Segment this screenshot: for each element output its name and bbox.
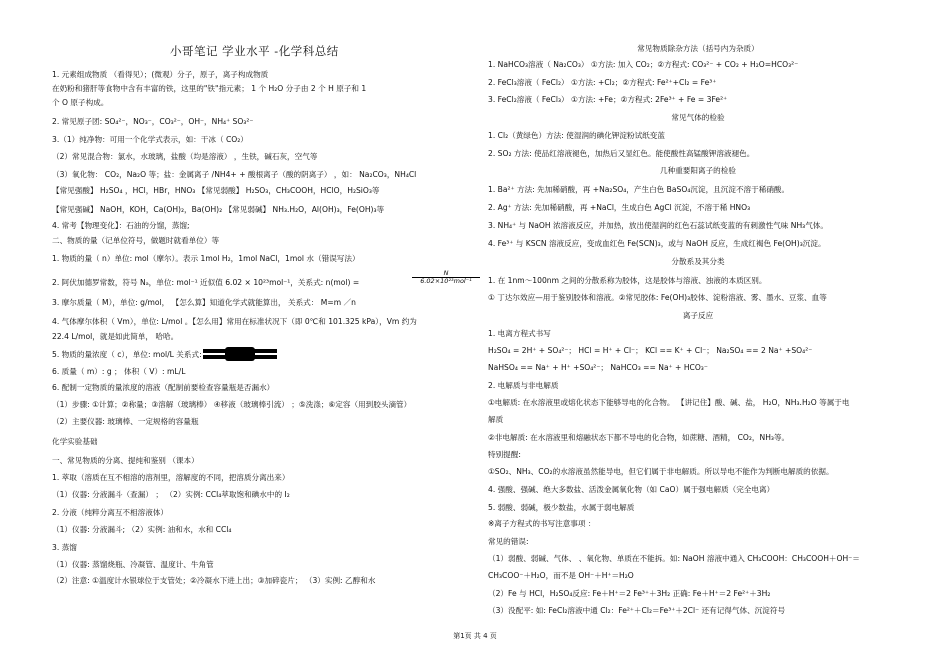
fraction-denominator: 6.02×10²³mol⁻¹ [420,277,472,286]
right-text-line: 分散系及其分类 [671,257,725,266]
left-text-line: 1. 物质的量（ n）单位: mol（摩尔）。表示 1mol H₂，1mol NaCl，1mol 水（错误写法） [52,254,360,263]
right-text-line: 3. NH₄⁺ 与 NaOH 浓溶液反应，并加热，放出使湿润的红色石蕊试纸变蓝的有刺激性气味 NH₃气体。 [488,221,828,230]
left-text-line: （1）仪器: 分液漏斗（查漏） ； （2）实例: CCl₄萃取饱和碘水中的 I₂ [52,490,290,499]
right-text-line: CH₃COO⁻＋H₂O，而不是 OH⁻＋H⁺＝H₂O [488,571,634,580]
right-text-line: H₂SO₄ = 2H⁺ + SO₄²⁻； HCl = H⁺ + Cl⁻； KCl == K⁺ + Cl⁻； Na₂SO₄ == 2 Na⁺ +SO₄²⁻ [488,346,813,355]
right-text-line: 1. NaHCO₃溶液（ Na₂CO₃） ①方法: 加入 CO₂；②方程式: CO₃²⁻ + CO₂ + H₂O=HCO₃²⁻ [488,60,799,69]
right-text-line: 特别提醒: [488,450,521,459]
right-text-line: ②非电解质: 在水溶液里和熔融状态下都不导电的化合物，如蔗糖、酒精， CO₂，NH₃等。 [488,433,790,442]
right-text-line: ①SO₂、NH₃、CO₂的水溶液虽然能导电，但它们属于非电解质。所以导电不能作为判断电解质的依据。 [488,467,834,476]
left-text-line: 个 O 原子构成。 [52,98,109,107]
left-text-line: （2）常见混合物：氯水，水玻璃，盐酸（均是溶液） ，生铁，碱石灰，空气等 [52,152,318,161]
right-text-line: ① 丁达尔效应—用于鉴别胶体和溶液。②常见胶体: Fe(OH)₃胶体、淀粉溶液、雾、墨水、豆浆、血等 [488,293,827,302]
page-title: 小哥笔记 学业水平 -化学科总结 [170,44,339,58]
right-text-line: （1）弱酸、弱碱、气体、 、氧化物、单质在不能拆。如: NaOH 溶液中通入 CH₃COOH：CH₃COOH＋OH⁻＝ [488,554,860,563]
right-text-line: 2. Ag⁺ 方法: 先加稀硝酸，再 +NaCl，生成白色 AgCl 沉淀，不溶于稀 HNO₃ [488,203,751,212]
left-text-line: 3. 蒸馏 [52,543,77,552]
right-text-line: 1. Ba²⁺ 方法: 先加稀硝酸，再 +Na₂SO₄，产生白色 BaSO₄沉淀，且沉淀不溶于稀硝酸。 [488,185,790,194]
left-text-line: （3）氧化物： CO₂，Na₂O 等；盐：金属离子 /NH4+ + 酸根离子（酸的阴离子） ，如： Na₂CO₃，NH₄Cl [52,170,417,179]
right-text-line: 1. Cl₂（黄绿色）方法: 使湿润的碘化钾淀粉试纸变蓝 [488,131,665,140]
left-text-line: 二、物质的量（记单位符号，做题时就看单位）等 [52,236,220,245]
right-text-line: 常见的错误: [488,537,529,546]
left-text-line: 3. 摩尔质量（ M），单位: g/mol， 【怎么算】知道化学式就能算出， 关系式： M=m ／n [52,298,356,307]
right-text-line: 几种重要阳离子的检验 [660,166,736,175]
formula-fraction [412,270,480,285]
right-text-line: 1. 电离方程式书写 [488,329,551,338]
left-text-line: 2. 分液（纯粹分离互不相溶液体） [52,508,168,517]
left-text-line: 4. 气体摩尔体积（ Vm），单位: L/mol 。【怎么用】常用在标准状况下（即 0℃和 101.325 kPa），Vm 约为 [52,317,417,326]
right-text-line: ①电解质: 在水溶液里或熔化状态下能够导电的化合物。 【讲记住】酸、碱、盐， H₂O，NH₃.H₂O 等属于电 [488,398,850,407]
left-text-line: 2. 常见原子团: SO₄²⁻，NO₃⁻，CO₃²⁻，OH⁻，NH₄⁺ SO₃²⁻ [52,117,254,126]
right-text-line: （3）没配平: 如: FeCl₂溶液中通 Cl₂：Fe²⁺＋Cl₂＝Fe³⁺＋2Cl⁻ 还有记得气体、沉淀符号 [488,606,786,615]
left-text-line: 1. 元素组成物质 （看得见）；(微观）分子，原子，离子构成物质 [52,70,269,79]
left-text-line: （1）仪器: 蒸馏烧瓶、冷凝管、温度计、牛角管 [52,560,214,569]
left-text-line: 6. 配制一定物质的量浓度的溶液（配制前要检查容量瓶是否漏水） [52,383,275,392]
right-text-line: 离子反应 [682,311,714,320]
left-text-line: （1）仪器: 分液漏斗; （2）实例: 油和水，水和 CCl₄ [52,525,232,534]
left-text-line: （2）主要仪器: 玻璃棒、一定规格的容量瓶 [52,417,199,426]
left-text-line: 化学实验基础 [52,437,98,446]
fraction-numerator: N [443,269,449,277]
left-text-line: 1. 萃取（溶质在互不相溶的溶剂里，溶解度的不同，把溶质分离出来） [52,473,290,482]
left-text-line: （1）步骤: ①计算；②称量；③溶解（玻璃棒） ④移液（玻璃棒引流） ；⑤洗涤；⑥定容（用到胶头滴管） [52,400,412,409]
right-text-line: 2. FeCl₃溶液（ FeCl₂） ①方法: +Cl₂；②方程式: Fe²⁺+Cl₂ = Fe³⁺ [488,78,717,87]
left-text-line: 22.4 L/mol，就是如此简单， 哈哈。 [52,332,179,341]
left-text-line: 【常见强酸】 H₂SO₄ ，HCl，HBr，HNO₃ 【常见弱酸】 H₂SO₃，CH₃COOH，HClO，H₂SiO₃等 [52,186,380,195]
page-footer: 第1页 共 4 页 [453,632,497,640]
left-text-line: 5. 物质的量浓度（ c），单位: mol/L 关系式: [52,350,202,359]
left-text-line: 4. 常考【物理变化】：石油的分馏，蒸馏; [52,221,190,230]
left-text-line: 在奶粉和猪肝等食物中含有丰富的铁，这里的"铁"指元素； 1 个 H₂O 分子由 2 个 H 原子和 1 [52,84,367,93]
left-text-line: 6. 质量（ m）: g ； 体积（ V）: mL/L [52,367,186,376]
left-text-line: 2. 阿伏加德罗常数，符号 Nₐ，单位: mol⁻¹ 近似值 6.02 × 10²³mol⁻¹，关系式: n(mol) = [52,278,360,287]
right-text-line: 5. 弱酸、弱碱，极少数盐，水属于弱电解质 [488,503,635,512]
left-text-line: 一、常见物质的分离、提纯和鉴别 （课本） [52,456,199,465]
right-text-line: NaHSO₄ == Na⁺ + H⁺ +SO₄²⁻； NaHCO₃ == Na⁺ + HCO₃⁻ [488,363,708,372]
right-text-line: 解质 [488,415,504,424]
right-text-line: 常见气体的检验 [671,113,725,122]
left-text-line: （2）注意: ①温度计水银球位于支管处；②冷凝水下进上出；③加碎瓷片； （3）实例: 乙醇和水 [52,576,376,585]
right-text-line: 4. 强酸、强碱、绝大多数盐、活泼金属氧化物（如 CaO）属于强电解质（完全电离） [488,485,775,494]
right-text-line: 常见物质除杂方法（括号内为杂质） [637,44,759,53]
right-text-line: 3. FeCl₂溶液（ FeCl₃） ①方法: +Fe；②方程式: 2Fe³⁺ + Fe = 3Fe²⁺ [488,95,728,104]
right-text-line: 1. 在 1nm～100nm 之间的分散系称为胶体，这是胶体与溶液、浊液的本质区别。 [488,276,767,285]
right-text-line: （2）Fe 与 HCl，H₂SO₄反应: Fe＋H⁺＝2 Fe³⁺＋3H₂ 正确: Fe＋H⁺＝2 Fe²⁺＋3H₂ [488,589,771,598]
right-text-line: 2. SO₂ 方法: 使品红溶液褪色，加热后又显红色。能使酸性高锰酸钾溶液褪色。 [488,149,755,158]
right-text-line: 2. 电解质与非电解质 [488,381,559,390]
left-text-line: 3.（1）纯净物：可用一个化学式表示，如：干冰（ CO₂） [52,135,248,144]
right-text-line: 4. Fe³⁺ 与 KSCN 溶液反应，变成血红色 Fe(SCN)₃，或与 NaOH 反应，生成红褐色 Fe(OH)₃沉淀。 [488,239,826,248]
obscured-formula-graphic [203,347,277,361]
left-text-line: 【常见强碱】 NaOH，KOH，Ca(OH)₂，Ba(OH)₂ 【常见弱碱】 NH₃.H₂O，Al(OH)₃，Fe(OH)₃等 [52,205,385,214]
right-text-line: ※离子方程式的书写注意事项 ： [488,519,596,528]
